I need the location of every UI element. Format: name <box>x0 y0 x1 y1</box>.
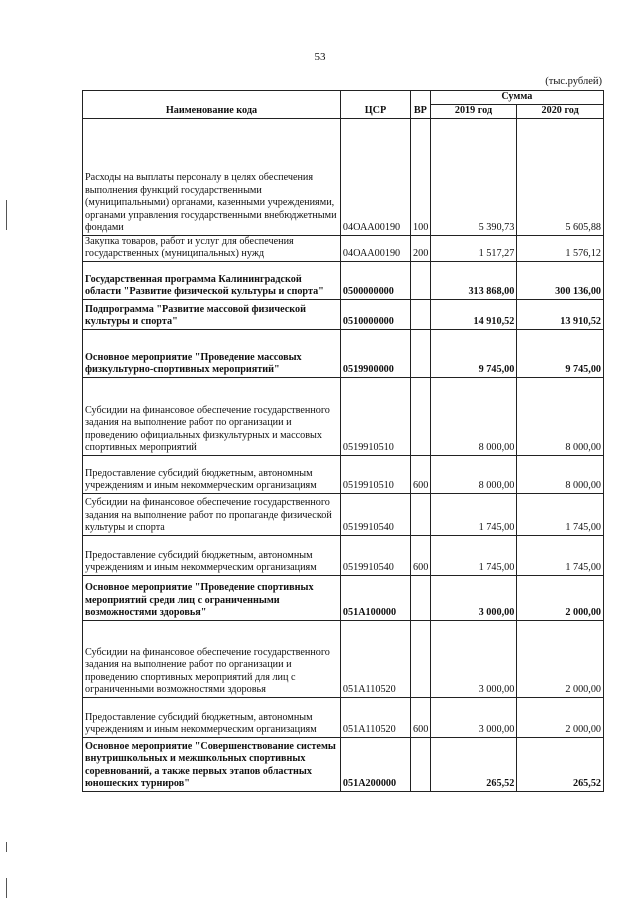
header-2020: 2020 год <box>517 104 604 118</box>
row-2020-cell: 1 576,12 <box>517 235 604 261</box>
row-csr-cell: 0510000000 <box>340 299 410 329</box>
row-csr-cell: 051А100000 <box>340 575 410 620</box>
row-2020-cell: 2 000,00 <box>517 620 604 697</box>
table-row <box>83 118 604 235</box>
row-vr-cell <box>411 737 431 791</box>
row-name-cell: Субсидии на финансовое обеспечение государственного задания на выполнение работ по организации и проведению спортивных мероприятий для лиц с ограниченными возможностями здоровья <box>83 620 341 697</box>
table-header <box>83 91 604 119</box>
units-label: (тыс.рублей) <box>545 76 602 87</box>
row-name-cell: Предоставление субсидий бюджетным, автономным учреждениям и иным некоммерческим организациям <box>83 697 341 737</box>
row-vr-cell <box>411 261 431 299</box>
row-vr-cell: 200 <box>411 235 431 261</box>
row-2020-cell: 1 745,00 <box>517 493 604 535</box>
table-row <box>83 377 604 455</box>
row-2019-cell: 8 000,00 <box>430 377 517 455</box>
row-2020-cell: 265,52 <box>517 737 604 791</box>
budget-table <box>82 90 604 792</box>
header-csr: ЦСР <box>340 91 410 119</box>
header-vr: ВР <box>411 91 431 119</box>
row-name-cell: Основное мероприятие "Совершенствование системы внутришкольных и межшкольных спортивных соревнований, а также первых этапов областных юношеских турниров" <box>83 737 341 791</box>
row-name-cell: Основное мероприятие "Проведение спортивных мероприятий среди лиц с ограниченными возможностями здоровья" <box>83 575 341 620</box>
header-name: Наименование кода <box>83 91 341 119</box>
table-row <box>83 535 604 575</box>
row-2020-cell: 13 910,52 <box>517 299 604 329</box>
table-row <box>83 235 604 261</box>
row-2019-cell: 313 868,00 <box>430 261 517 299</box>
row-2019-cell: 3 000,00 <box>430 575 517 620</box>
table-row <box>83 737 604 791</box>
row-name-cell: Расходы на выплаты персоналу в целях обеспечения выполнения функций государственными (муниципальными) органами, казенными учреждениями, органами управления государственными внебюджетными фондами <box>83 118 341 235</box>
header-sum: Сумма <box>430 91 603 105</box>
row-2019-cell: 1 745,00 <box>430 535 517 575</box>
row-csr-cell: 051А200000 <box>340 737 410 791</box>
row-vr-cell <box>411 620 431 697</box>
margin-mark <box>6 200 7 230</box>
row-vr-cell: 100 <box>411 118 431 235</box>
row-csr-cell: 0500000000 <box>340 261 410 299</box>
row-2020-cell: 5 605,88 <box>517 118 604 235</box>
row-csr-cell: 0519910510 <box>340 455 410 493</box>
row-vr-cell: 600 <box>411 697 431 737</box>
row-name-cell: Предоставление субсидий бюджетным, автономным учреждениям и иным некоммерческим организациям <box>83 535 341 575</box>
margin-mark <box>6 878 7 898</box>
row-2019-cell: 9 745,00 <box>430 329 517 377</box>
row-2019-cell: 14 910,52 <box>430 299 517 329</box>
row-name-cell: Закупка товаров, работ и услуг для обеспечения государственных (муниципальных) нужд <box>83 235 341 261</box>
row-csr-cell: 051А110520 <box>340 697 410 737</box>
row-vr-cell: 600 <box>411 455 431 493</box>
row-vr-cell <box>411 575 431 620</box>
row-name-cell: Государственная программа Калининградской области "Развитие физической культуры и спорта" <box>83 261 341 299</box>
row-2020-cell: 1 745,00 <box>517 535 604 575</box>
row-2020-cell: 8 000,00 <box>517 455 604 493</box>
row-2020-cell: 2 000,00 <box>517 697 604 737</box>
row-csr-cell: 0519910510 <box>340 377 410 455</box>
table-body <box>83 118 604 791</box>
row-vr-cell <box>411 329 431 377</box>
row-2019-cell: 8 000,00 <box>430 455 517 493</box>
row-csr-cell: 0519900000 <box>340 329 410 377</box>
table-row <box>83 493 604 535</box>
row-csr-cell: 04ОАА00190 <box>340 235 410 261</box>
table-row <box>83 620 604 697</box>
table-row <box>83 575 604 620</box>
table-row <box>83 329 604 377</box>
row-vr-cell: 600 <box>411 535 431 575</box>
row-2020-cell: 2 000,00 <box>517 575 604 620</box>
table-row <box>83 455 604 493</box>
row-name-cell: Предоставление субсидий бюджетным, автономным учреждениям и иным некоммерческим организациям <box>83 455 341 493</box>
row-csr-cell: 0519910540 <box>340 493 410 535</box>
row-2019-cell: 3 000,00 <box>430 620 517 697</box>
row-2019-cell: 5 390,73 <box>430 118 517 235</box>
row-2019-cell: 1 517,27 <box>430 235 517 261</box>
row-csr-cell: 0519910540 <box>340 535 410 575</box>
row-name-cell: Основное мероприятие "Проведение массовых физкультурно-спортивных мероприятий" <box>83 329 341 377</box>
row-vr-cell <box>411 299 431 329</box>
table-row <box>83 697 604 737</box>
row-2019-cell: 1 745,00 <box>430 493 517 535</box>
row-2019-cell: 265,52 <box>430 737 517 791</box>
row-name-cell: Подпрограмма "Развитие массовой физической культуры и спорта" <box>83 299 341 329</box>
row-2020-cell: 8 000,00 <box>517 377 604 455</box>
table-row <box>83 261 604 299</box>
row-2020-cell: 300 136,00 <box>517 261 604 299</box>
row-csr-cell: 04ОАА00190 <box>340 118 410 235</box>
margin-mark <box>6 842 7 852</box>
table-row <box>83 299 604 329</box>
row-name-cell: Субсидии на финансовое обеспечение государственного задания на выполнение работ по пропаганде физической культуры и спорта <box>83 493 341 535</box>
header-2019: 2019 год <box>430 104 517 118</box>
row-csr-cell: 051А110520 <box>340 620 410 697</box>
row-vr-cell <box>411 493 431 535</box>
row-name-cell: Субсидии на финансовое обеспечение государственного задания на выполнение работ по организации и проведению официальных физкультурных и массовых спортивных мероприятий <box>83 377 341 455</box>
row-2020-cell: 9 745,00 <box>517 329 604 377</box>
row-2019-cell: 3 000,00 <box>430 697 517 737</box>
page-number: 53 <box>314 51 326 63</box>
row-vr-cell <box>411 377 431 455</box>
